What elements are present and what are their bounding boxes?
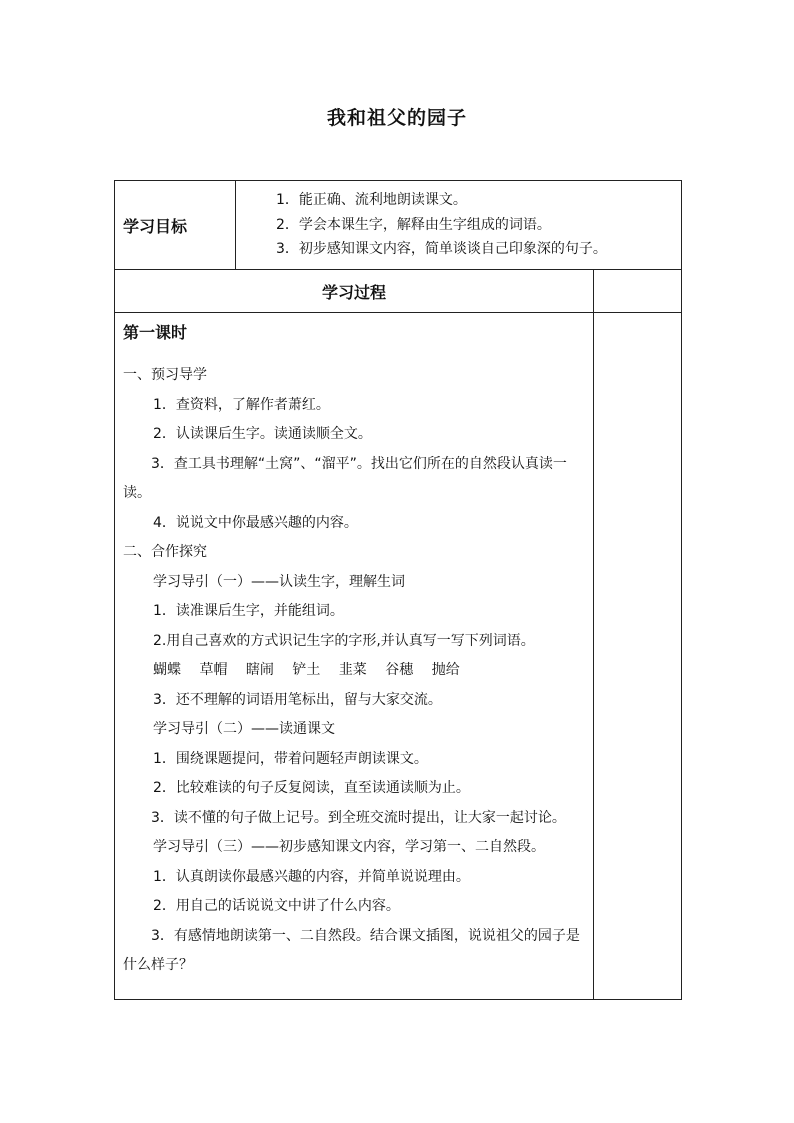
- list-item: 3．有感情地朗读第一、二自然段。结合课文插图，说说祖父的园子是什么样子？: [123, 927, 580, 973]
- goals-row: [115, 181, 682, 270]
- document-title: 我和祖父的园子: [326, 107, 467, 129]
- section-heading: 二、合作探究: [123, 544, 207, 560]
- list-item: 4．说说文中你最感兴趣的内容。: [153, 514, 358, 531]
- word-list: [123, 656, 587, 686]
- list-item: 2.用自己喜欢的方式识记生字的字形,并认真写一写下列词语。: [153, 632, 535, 649]
- process-side-cell: [594, 270, 682, 313]
- guide-heading: 学习导引（三）——初步感知课文内容，学习第一、二自然段。: [153, 839, 545, 855]
- word: 蝴蝶: [153, 662, 181, 678]
- process-header: 学习过程: [115, 270, 594, 313]
- list-item: 1．围绕课题提问，带着问题轻声朗读课文。: [153, 750, 428, 767]
- goals-label: 学习目标: [115, 181, 236, 270]
- list-item: 1．读准课后生字，并能组词。: [153, 603, 344, 619]
- process-side-cell: [594, 313, 682, 1000]
- list-item: 2．比较难读的句子反复阅读，直至读通读顺为止。: [153, 780, 470, 796]
- process-content-row: [115, 313, 682, 1000]
- goal-item: 3．初步感知课文内容，简单谈谈自己印象深的句子。: [276, 241, 607, 257]
- word: 铲土: [292, 662, 321, 678]
- word: 谷穗: [385, 662, 414, 678]
- section-heading: 一、预习导学: [123, 367, 207, 383]
- goals-list: [236, 181, 682, 270]
- word: 瞎闹: [245, 662, 274, 678]
- word: 草帽: [199, 662, 228, 678]
- list-item: 2．认读课后生字。读通读顺全文。: [153, 426, 372, 442]
- goal-item: 2．学会本课生字，解释由生字组成的词语。: [276, 216, 551, 233]
- list-item: 3．查工具书理解“土窝”、“溜平”。找出它们所在的自然段认真读一读。: [123, 455, 567, 501]
- list-item: 3．读不懂的句子做上记号。到全班交流时提出，让大家一起讨论。: [151, 809, 566, 826]
- list-item: 1．查资料，了解作者萧红。: [153, 396, 330, 413]
- guide-heading: 学习导引（二）——读通课文: [153, 721, 335, 737]
- list-item: 1．认真朗读你最感兴趣的内容，并简单说说理由。: [153, 868, 470, 885]
- process-content: [115, 313, 594, 1000]
- guide-heading: 学习导引（一）——认读生字，理解生词: [153, 573, 405, 590]
- word: 韭菜: [338, 662, 367, 678]
- lesson-plan-table: [114, 180, 682, 1000]
- list-item: 3．还不理解的词语用笔标出，留与大家交流。: [153, 691, 442, 708]
- goal-item: 1．能正确、流利地朗读课文。: [276, 192, 467, 208]
- word: 抛给: [431, 662, 460, 678]
- lesson-heading: 第一课时: [123, 323, 188, 342]
- list-item: 2．用自己的话说说文中讲了什么内容。: [153, 898, 400, 914]
- process-header-row: [115, 270, 682, 313]
